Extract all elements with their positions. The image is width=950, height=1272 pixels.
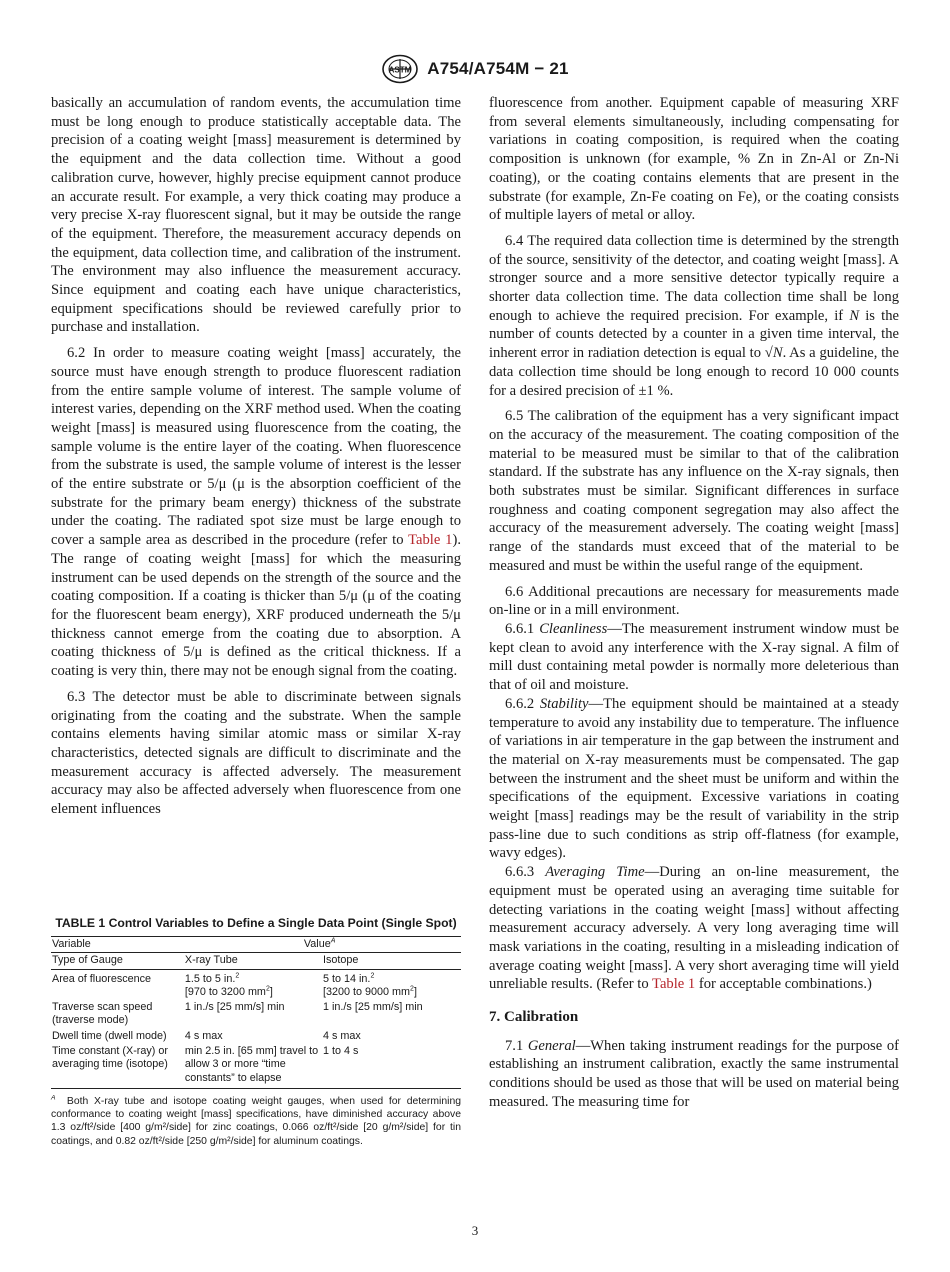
- header-value-label: Value: [303, 938, 331, 950]
- section-7-title: 7. Calibration: [489, 1009, 579, 1026]
- subheader-isotope: Isotope: [322, 953, 461, 969]
- control-variables-table: [51, 936, 461, 1089]
- row-time-isotope: 1 to 4 s: [322, 1044, 461, 1088]
- right-column: [489, 94, 899, 1112]
- table-subheader-row: [51, 953, 461, 969]
- paragraph-7-1: [489, 1037, 899, 1112]
- paragraph-6-4-text-a: 6.4 The required data collection time is determined by the strength of the source, sensitivity of the detector, and coating weight [mass]. A stronger source and a more sensitive detector typically require a shorter data collection time. The data collection time shall be long enough to achieve the required precision. For example, if: [489, 232, 899, 324]
- row-scan-label: Traverse scan speed (traverse mode): [52, 1001, 153, 1027]
- table-row: [51, 969, 461, 1000]
- paragraph-6-6-3: [489, 863, 899, 994]
- table-title: TABLE 1 Control Variables to Define a Single Data Point (Single Spot): [55, 916, 457, 930]
- para-661-num: 6.6.1: [505, 620, 540, 637]
- table-footnote: [51, 1095, 461, 1148]
- paragraph-6-4: [489, 232, 899, 400]
- area-isotope-mm: [3200 to 9000 mm: [323, 985, 411, 998]
- paragraph-6-3: 6.3 The detector must be able to discriminate between signals originating from the coating and the substrate. When the sample contains elements having similar atomic mass or similar X-ray characteristics, detected signals are difficult to discriminate and the measurement accuracy is affected adversely. The measurement accuracy may also be affected adversely when fluorescence from one element influences: [51, 688, 461, 818]
- row-time-xray: min 2.5 in. [65 mm] travel to allow 3 or more “time constants” to elapse: [184, 1044, 322, 1088]
- variable-n: N: [849, 307, 860, 324]
- header-value: [184, 937, 461, 953]
- row-area-xray: 1.5 to 5 in.$^2$ [970 to 3200 $mm^2$]: [184, 972, 273, 998]
- para-663-end: for acceptable combinations.): [695, 976, 872, 993]
- para-661-title: Cleanliness: [539, 620, 608, 637]
- paragraph-6-4-text-b: is the number of counts detected by a counter in a given time interval, the inherent error in radiation detection is equal to √: [489, 307, 899, 362]
- para-71-num: 7.1: [505, 1037, 528, 1054]
- row-scan-xray: 1 in./s [25 mm/s] min: [184, 1001, 285, 1014]
- paragraph-6-4-text-c: . As a guideline, the data collection time should be long enough to record 10 000 counts for a desired precision of ±1 %.: [489, 345, 900, 399]
- area-xray-in: 1.5 to 5 in.: [184, 972, 236, 985]
- row-dwell-xray: 4 s max: [184, 1029, 223, 1042]
- header-variable: Variable: [51, 937, 184, 953]
- document-id: A754/A754M − 21: [427, 59, 569, 78]
- para-663-text: —During an on-line measurement, the equipment must be operated using an averaging time suitable for detecting variations in the coating weight [mass] without affecting measurement accuracy adversely. A very long averaging time will mask variations in the coating, resulting in a misleading indication of average coating weight [mass]. A very short averaging time will yield unreliable results. (Refer to: [489, 864, 900, 993]
- table-row: [51, 1029, 461, 1044]
- paragraph-6-2-text-b: ). The range of coating weight [mass] for which the measuring instrument can be used depends on the strength of the source and the coating composition. If a coating is thicker than 5/μ (μ of the coating for the fluorescent beam energy), XRF produced underneath the 5/μ thickness cannot emerge from the coating due to absorption. A coating thickness of 5/μ is defined as the critical thickness. If a coating is very thin, there may not be enough signal from the coating.: [51, 532, 461, 680]
- table-row: [51, 1000, 461, 1029]
- para-71-title: General: [527, 1037, 576, 1054]
- page-number: 3: [471, 1223, 479, 1238]
- table-1-link-right[interactable]: Table 1: [652, 976, 696, 993]
- table-1-link[interactable]: Table 1: [408, 532, 453, 549]
- paragraph-6-2-text-a: 6.2 In order to measure coating weight [mass] accurately, the source must have enough strength to produce fluorescent radiation from the entire sample volume of interest. The sample volume of interest varies, depending on the XRF method used. When the coating weight [mass] is measured using fluorescence from the coating, the sample volume is the entire layer of the coating. When fluorescence from the substrate is used, the sample volume of interest is the lesser of the entire substrate or 5/μ (μ is the absorption coefficient of the substrate for the primary beam energy) thickness of the substrate under the coating. The radiated spot size must be large enough to cover a sample area as described in the procedure (refer to: [51, 345, 461, 549]
- area-xray-mm: [970 to 3200 mm: [184, 985, 266, 998]
- paragraph-6-3-continued: fluorescence from another. Equipment capable of measuring XRF from several elements simultaneously, including compensating for variations in coating composition, is required when the coating composition is unknown (for example, % Zn in Zn-Al or Zn-Ni coating), or the coating contains elements that are present in the substrate (for example, Zn-Fe coating on Fe), or the coating consists of multiple layers of metal or alloy.: [489, 95, 899, 224]
- table-header-row: [51, 937, 461, 953]
- para-662-title: Stability: [539, 695, 589, 712]
- para-71-text: —When taking instrument readings for the purpose of establishing an instrument calibration, exactly the same instrumental conditions should be used as those that will be used on material being measured. The measuring time for: [489, 1037, 899, 1110]
- left-column: [51, 94, 461, 819]
- footnote-text: Both X-ray tube and isotope coating weight gauges, when used for determining conformance to coating weight [mass] specifications, have diminished accuracy above 1.3 oz/ft²/side [400 g/m²/side] for zinc coatings, 0.066 oz/ft²/side [20 g/m²/side] for tin coatings, and 0.82 oz/ft²/side [250 g/m²/side] for aluminum coatings.: [51, 1095, 461, 1147]
- table-1: [51, 916, 461, 1148]
- subheader-xray: X-ray Tube: [184, 953, 322, 969]
- row-time-label: Time constant (X-ray) or averaging time (isotope): [51, 1044, 184, 1088]
- astm-logo-icon: [381, 54, 419, 84]
- paragraph-6-1-continued: basically an accumulation of random events, the accumulation time must be long enough to produce statistically acceptable data. The precision of a coating weight [mass] measurement is determined by the equipment and the data collection time. Without a good calibration curve, however, highly precise equipment cannot produce an accurate result. For example, a very thick coating may produce a very precise X-ray fluorescent signal, but it may be outside the range of the equipment. Therefore, the measurement accuracy depends on the equipment, data collection time, and calibration of the instrument. The environment may also influence the measurement accuracy. Since equipment and coating each have unique characteristics, equipment specifications should be reviewed carefully prior to purchase and installation.: [51, 95, 461, 336]
- header-value-footnote-mark: A: [330, 937, 336, 945]
- para-663-num: 6.6.3: [505, 864, 546, 881]
- para-662-num: 6.6.2: [505, 695, 540, 712]
- row-area-label: Area of fluorescence: [52, 972, 152, 985]
- variable-n-root: N: [772, 345, 783, 362]
- row-dwell-label: Dwell time (dwell mode): [52, 1029, 167, 1042]
- para-663-title: Averaging Time: [545, 864, 645, 881]
- row-area-isotope: 5 to 14 in.$^2$ [3200 to 9000 $mm^2$]: [323, 972, 417, 998]
- page-header: [0, 52, 950, 86]
- area-isotope-in: 5 to 14 in.: [323, 972, 371, 985]
- para-661-text: —The measurement instrument window must be kept clean to avoid any interference with the X-ray signal. A film of mill dust containing metal powder is normally more deleterious than that of oil and moisture.: [489, 620, 899, 694]
- paragraph-6-6-1: [489, 620, 899, 695]
- table-row: [51, 1044, 461, 1088]
- para-662-text: —The equipment should be maintained at a steady temperature to avoid any instability due to temperature. The influence of variations in air temperature in the gap between the instrument and the material on X-ray measurements must be compensated. The gap between the instrument and the sheet must be uniform and within the specifications of the equipment. Excessive variations in coating weight [mass] readings may be the result of variability in the strip pass-line due to such conditions as strip off-flatness (for example, wavy edges).: [489, 695, 899, 862]
- logo-text: ASTM: [388, 65, 412, 75]
- row-scan-isotope: 1 in./s [25 mm/s] min: [323, 1001, 423, 1014]
- subheader-type: Type of Gauge: [51, 953, 184, 969]
- paragraph-6-6-2: [489, 695, 899, 863]
- footnote-mark: A: [51, 1094, 56, 1102]
- paragraph-6-5: 6.5 The calibration of the equipment has a very significant impact on the accuracy of the measurement. The coating composition of the material to be measured must be similar to that of the calibration standard. If the substrate has any influence on the X-ray signals, then both substrates must be similar. Significant differences in surface roughness and coating component segregation may also affect the accuracy of the measurement adversely. The coating weight [mass] range of the standards must exceed that of the material to be measured and must be within the useful range of the equipment.: [489, 408, 899, 574]
- paragraph-6-2: [51, 344, 461, 681]
- paragraph-6-6: 6.6 Additional precautions are necessary for measurements made on-line or in a mill environment.: [489, 583, 899, 619]
- row-dwell-isotope: 4 s max: [323, 1029, 361, 1042]
